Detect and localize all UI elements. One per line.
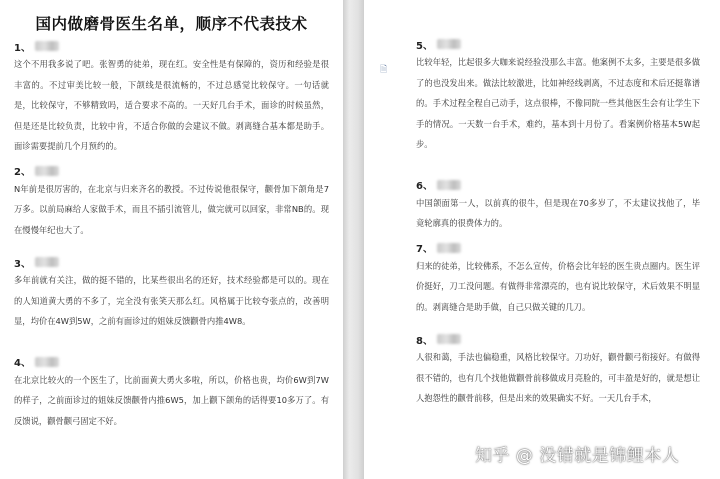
doctor-heading	[416, 177, 700, 193]
redacted-name	[35, 166, 59, 176]
doctor-description: 在北京比较火的一个医生了，比前面黄大勇火多啦，所以，价格也贵，均价6W到7W的样子，之前面诊过的姐妹反馈颧骨内推6W5，加上颧下颌角的话得要10多万了。有反馈说，颧骨颧弓固定不好。	[14, 374, 329, 426]
doctor-heading	[416, 36, 700, 52]
doctor-number: 7、	[416, 244, 433, 255]
doctor-entry-4	[14, 354, 329, 432]
doctor-heading	[14, 38, 329, 54]
document-title: 国内做磨骨医生名单，顺序不代表技术	[35, 14, 308, 33]
redacted-name	[35, 41, 59, 51]
doctor-description: 中国颌面第一人，以前真的很牛，但是现在70多岁了，不太建议找他了，毕竟轮廓真的很费体力的。	[416, 197, 700, 228]
watermark-text: 知乎 @ 没错就是锦鲤本人	[475, 446, 680, 466]
redacted-name	[437, 39, 461, 49]
doctor-number: 2、	[14, 167, 31, 178]
doctor-number: 3、	[14, 258, 31, 270]
doctor-heading	[14, 254, 329, 270]
doctor-number: 8、	[416, 335, 433, 347]
doctor-heading	[416, 331, 700, 347]
redacted-name	[437, 180, 461, 190]
doctor-heading	[416, 240, 700, 256]
redacted-name	[437, 334, 461, 344]
doctor-description: 比较年轻，比起很多大咖来说经验没那么丰富。他案例不太多，主要是很多做了的也没发出来。做法比较激进，比如神经线剥离，不过态度和术后还挺靠谱的。手术过程全程自己动手，这点很棒，不像同院一些其他医生会有让学生下手的情况。一天数一台手术，难约，基本到十月份了。看案例价格基本5W起步。	[416, 57, 700, 149]
doctor-description: 这个不用我多说了吧。张智勇的徒弟，现在红。安全性是有保障的，资历和经验是很丰富的。不过审美比较一般，下颌线是很流畅的，不过总感觉比较保守。一句话就是，比较保守，不够精致吗，适合要求不高的。一天好几台手术，面诊的时候虽然，但是还是比较负责，比较中肯，不适合你做的会建议不做。剥离缝合基本都是助手。面诊需要提前几个月预约的。	[14, 59, 329, 151]
doctor-heading	[14, 163, 329, 179]
doctor-description: 归来的徒弟，比较佛系，不怎么宣传，价格会比年轻的医生贵点圈内。医生评价挺好，刀工没问题。有做得非常漂亮的，也有说比较保守，术后效果不明显的。剥离缝合是助手做，自己只做关键的几刀。	[416, 260, 700, 312]
doctor-entry-5	[416, 36, 700, 155]
doctor-entry-8	[416, 331, 700, 409]
redacted-name	[35, 257, 59, 267]
doctor-entry-1	[14, 38, 329, 157]
doctor-entry-7	[416, 240, 700, 318]
doctor-description: 人很和蔼，手法也偏稳重，风格比较保守。刀功好，颧骨颧弓衔接好。有做得很不错的，也有几个找他做颧骨前移做成月亮脸的，可丰盈是好的，就是想让人抱怨性的颧骨前移，但是出来的效果确实不好。一天几台手术，	[416, 352, 700, 403]
doctor-entry-6	[416, 177, 700, 234]
redacted-name	[35, 357, 59, 367]
doctor-entry-2	[14, 163, 329, 241]
document-page-left	[0, 0, 343, 479]
comment-icon[interactable]: 🗎	[380, 65, 388, 75]
doctor-description: N年前是很厉害的，在北京与归来齐名的教授。不过传说他很保守，颧骨加下颌角是7万多。以前局麻给人家做手术，而且不插引流管儿，做完就可以回家，非常NB的。现在慢慢年纪也大了。	[14, 183, 329, 235]
doctor-number: 5、	[416, 40, 433, 52]
doctor-number: 6、	[416, 181, 433, 192]
doctor-description: 多年前就有关注，做的挺不错的，比某些很出名的还好，技术经验都是可以的。现在的人知道黄大勇的不多了，完全没有张笑天那么红。风格属于比较夸张点的，改善明显，均价在4W到5W，之前有面诊过的姐妹反馈颧骨内推4W8。	[14, 275, 329, 326]
page-divider	[343, 0, 364, 479]
doctor-number: 4、	[14, 358, 31, 369]
redacted-name	[437, 243, 461, 253]
doctor-heading	[14, 354, 329, 370]
doctor-entry-3	[14, 254, 329, 332]
doctor-number: 1、	[14, 42, 31, 54]
document-page-right	[364, 0, 720, 479]
